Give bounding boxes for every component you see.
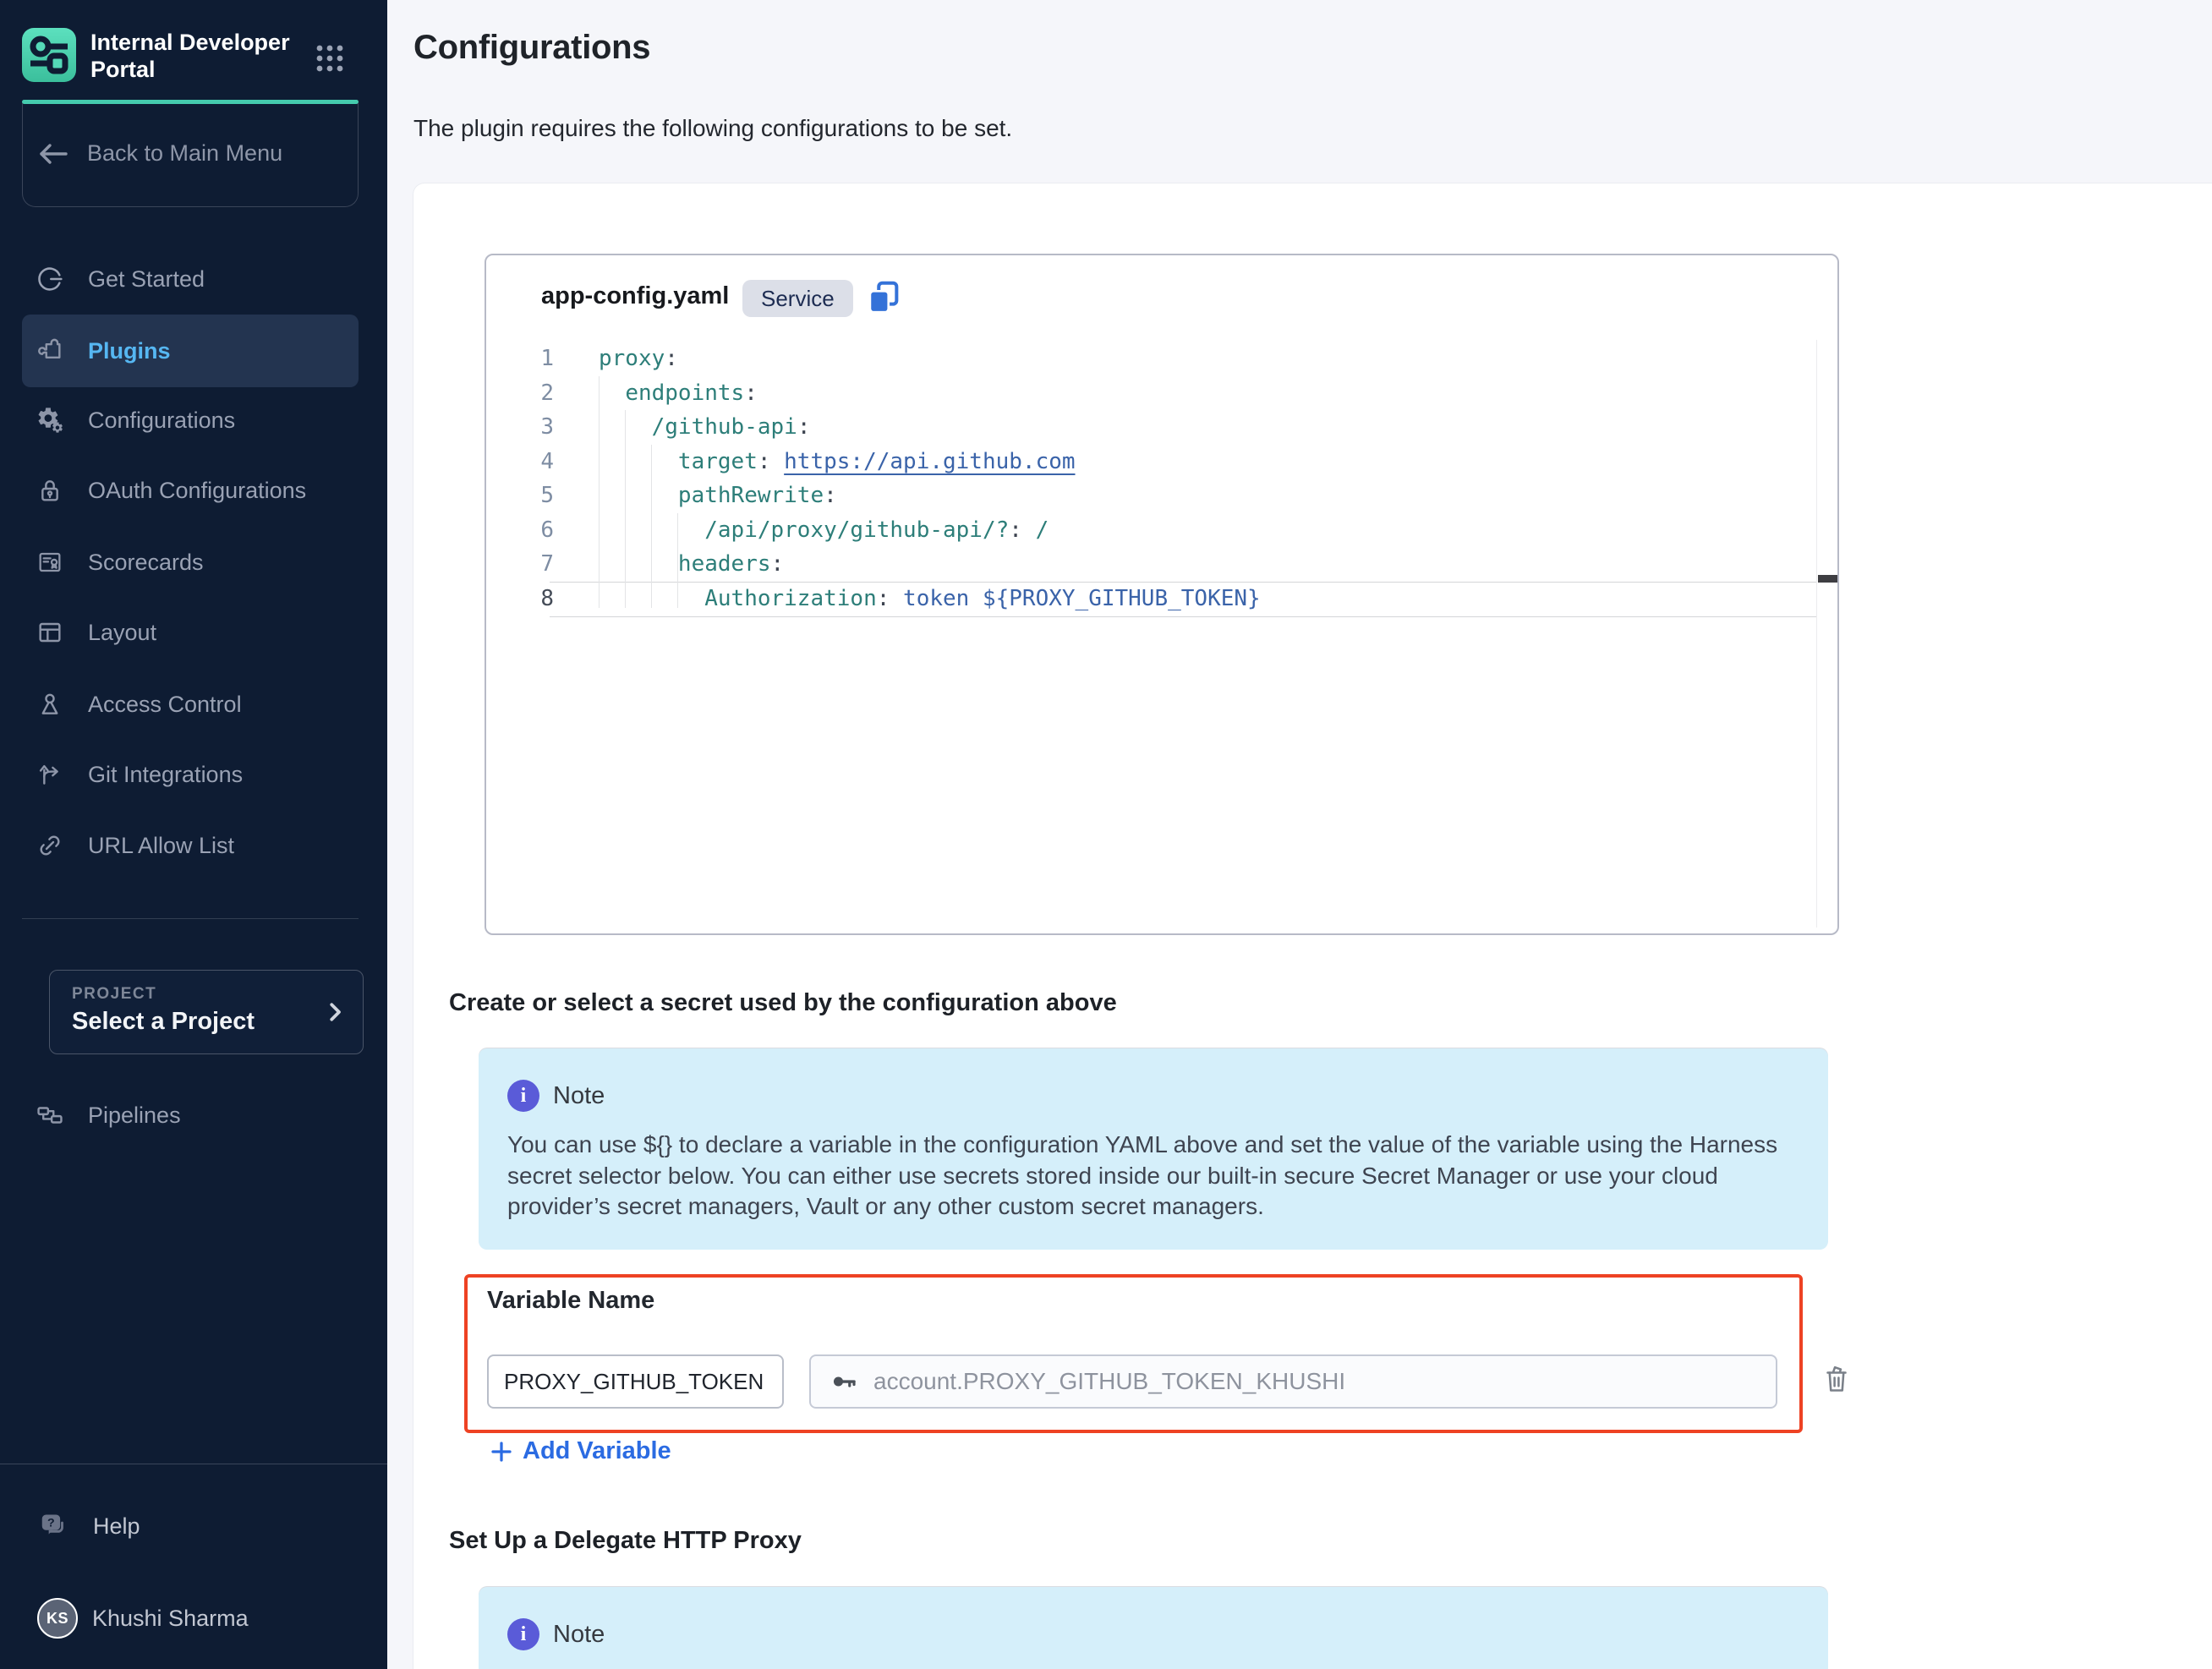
sidebar-item-label: Pipelines (88, 1102, 181, 1128)
info-icon: i (507, 1618, 539, 1650)
info-icon: i (507, 1080, 539, 1112)
sliders-logo-glyph (22, 28, 76, 82)
note-text: You can use ${} to declare a variable in the configuration YAML above and set the value of the variable using the Harness secret selector below. You can either use secrets stored inside our built-in secure Secret Manager or use your cloud provider’s secret managers, Vault or any other custom secret managers. (507, 1131, 1778, 1219)
scrollbar-cursor-marker[interactable] (1818, 575, 1837, 583)
help-chat-icon (38, 1510, 70, 1542)
code-line: 4 target: https://api.github.com (486, 445, 1837, 479)
service-badge: Service (742, 280, 853, 317)
code-line: 1 proxy: (486, 342, 1837, 376)
avatar: KS (37, 1598, 78, 1639)
note-label: Note (553, 1620, 605, 1648)
delete-variable-button[interactable] (1818, 1358, 1855, 1400)
sidebar-item-scorecards[interactable] (22, 526, 359, 599)
back-arrow-icon (38, 142, 68, 166)
proxy-section-heading: Set Up a Delegate HTTP Proxy (449, 1527, 802, 1554)
variable-row-highlight (464, 1274, 1803, 1433)
sidebar-item-label: OAuth Configurations (88, 477, 307, 503)
sidebar-item-label: Scorecards (88, 549, 204, 575)
sidebar-item-url-allow-list[interactable] (22, 809, 359, 882)
sidebar-item-git-integrations[interactable] (22, 738, 359, 811)
note-callout (479, 1587, 1828, 1669)
project-eyebrow: PROJECT (72, 985, 157, 1003)
project-value: Select a Project (72, 1008, 255, 1035)
copy-icon[interactable] (864, 278, 903, 317)
svg-text:?: ? (47, 1516, 55, 1530)
sidebar-item-label: URL Allow List (88, 832, 235, 858)
line-number: 8 (540, 585, 554, 611)
sidebar-item-get-started[interactable] (22, 243, 359, 315)
sidebar-item-label: Get Started (88, 265, 205, 292)
line-number: 1 (540, 346, 554, 371)
sidebar-item-oauth-configurations[interactable] (22, 454, 359, 527)
sidebar-item-label: Access Control (88, 691, 242, 717)
code-editor[interactable] (486, 331, 1837, 933)
key-icon (830, 1366, 860, 1397)
brand (22, 28, 365, 84)
user-name: Khushi Sharma (92, 1605, 249, 1631)
lock-icon (36, 476, 64, 505)
note-label: Note (553, 1081, 605, 1109)
variable-name-label: Variable Name (487, 1287, 655, 1314)
note-callout (479, 1048, 1828, 1250)
secret-section-heading: Create or select a secret used by the configuration above (449, 989, 1117, 1016)
harness-idp-logo (22, 28, 76, 82)
add-variable-label: Add Variable (523, 1437, 671, 1464)
page-subtitle: The plugin requires the following configurations to be set. (413, 115, 1013, 141)
code-line: 8 Authorization: token ${PROXY_GITHUB_TOKEN} (486, 582, 1837, 616)
code-line: 7 headers: (486, 547, 1837, 582)
person-icon (36, 690, 64, 719)
sidebar (0, 0, 387, 1669)
project-selector[interactable] (49, 970, 364, 1054)
line-number: 4 (540, 448, 554, 474)
back-label: Back to Main Menu (87, 140, 283, 166)
user-menu[interactable] (37, 1598, 249, 1639)
branch-arrows-icon (36, 760, 64, 789)
get-started-icon (36, 265, 64, 293)
code-line: 5 pathRewrite: (486, 479, 1837, 513)
scorecard-icon (36, 548, 64, 577)
line-number: 2 (540, 380, 554, 406)
sidebar-item-label: Layout (88, 619, 157, 645)
variable-name-input[interactable]: PROXY_GITHUB_TOKEN (487, 1354, 784, 1409)
layout-icon (36, 618, 64, 647)
sidebar-item-access-control[interactable] (22, 668, 359, 741)
add-variable-button[interactable] (489, 1437, 671, 1465)
sidebar-item-label: Git Integrations (88, 761, 244, 787)
code-line: 6 /api/proxy/github-api/?: / (486, 513, 1837, 548)
line-number: 5 (540, 483, 554, 508)
sidebar-item-configurations[interactable] (22, 384, 359, 457)
secret-value: account.PROXY_GITHUB_TOKEN_KHUSHI (873, 1368, 1346, 1394)
sidebar-item-layout[interactable] (22, 596, 359, 669)
sidebar-item-label: Plugins (88, 337, 171, 364)
secret-selector[interactable] (809, 1354, 1777, 1409)
sidebar-item-label: Configurations (88, 407, 236, 433)
line-number: 7 (540, 551, 554, 577)
link-icon (36, 831, 64, 860)
sidebar-divider (22, 918, 359, 919)
code-editor-card (485, 254, 1839, 935)
code-lines (486, 331, 1837, 616)
page-title: Configurations (413, 29, 651, 66)
help-button[interactable] (38, 1510, 140, 1542)
code-line: 3 /github-api: (486, 410, 1837, 445)
sidebar-item-pipelines[interactable] (22, 1079, 359, 1152)
code-filename: app-config.yaml (541, 282, 730, 309)
gear-icon (36, 406, 64, 435)
sidebar-item-plugins[interactable] (22, 315, 359, 387)
app-title: Internal Developer Portal (90, 30, 290, 82)
line-number: 6 (540, 517, 554, 543)
line-number: 3 (540, 414, 554, 440)
back-panel (22, 103, 359, 207)
pipelines-icon (36, 1101, 64, 1130)
chevron-right-icon (322, 998, 348, 1026)
app-grid-icon[interactable] (315, 43, 345, 74)
plugins-icon (36, 337, 64, 365)
help-label: Help (93, 1513, 140, 1539)
plus-icon (489, 1439, 514, 1464)
back-to-main-menu[interactable] (38, 140, 282, 167)
code-line: 2 endpoints: (486, 376, 1837, 411)
